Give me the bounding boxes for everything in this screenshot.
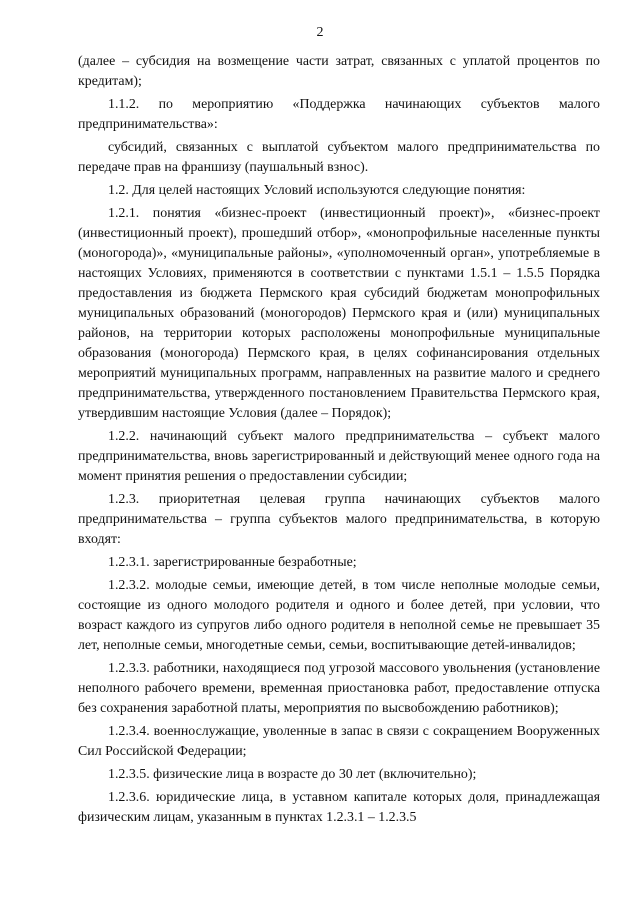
page-number: 2 [316, 25, 324, 40]
paragraph-1-2-3-1: 1.2.3.1. зарегистрированные безработные; [108, 555, 357, 570]
paragraph-1-1-2: 1.1.2. по мероприятию «Поддержка начинающих субъектов малого предпринимательства»: [78, 97, 600, 132]
paragraph-1-2-1: 1.2.1. понятия «бизнес-проект (инвестиционный проект)», «бизнес-проект (инвестиционный проект), прошедший отбор», «монопрофильные населенные пункты (моногорода)», «муниципальные районы», «уполномоченный орган», употребляемые в настоящих Условиях, применяются в соответствии с пунктами 1.5.1 – 1.5.5 Порядка предоставления из бюджета Пермского края субсидий бюджетам монопрофильных муниципальных образований (моногородов) Пермского края и (или) муниципальных районов, на территории которых расположены монопрофильные муниципальные образования (моногорода) Пермского края, в целях софинансирования отдельных мероприятий муниципальных программ, направленных на развитие малого и среднего предпринимательства, утвержденного постановлением Правительства Пермского края, утвердившим настоящие Условия (далее – Порядок); [78, 206, 600, 421]
paragraph-1-2-3-3: 1.2.3.3. работники, находящиеся под угрозой массового увольнения (установление неполного рабочего времени, временная приостановка работ, предоставление отпуска без сохранения заработной платы, мероприятия по высвобождению работников); [78, 661, 600, 716]
paragraph-franchise-subsidy: субсидий, связанных с выплатой субъектом малого предпринимательства по передаче прав на франшизу (паушальный взнос). [78, 140, 600, 175]
paragraph-1-2: 1.2. Для целей настоящих Условий используются следующие понятия: [108, 183, 526, 198]
paragraph-1-2-3-5: 1.2.3.5. физические лица в возрасте до 30 лет (включительно); [108, 767, 477, 782]
paragraph-1-2-3-6: 1.2.3.6. юридические лица, в уставном капитале которых доля, принадлежащая физическим лицам, указанным в пунктах 1.2.3.1 – 1.2.3.5 [78, 790, 600, 825]
document-body [78, 52, 600, 831]
paragraph-1-2-3-2: 1.2.3.2. молодые семьи, имеющие детей, в том числе неполные молодые семьи, состоящие из одного молодого родителя и одного и более детей, при условии, что возраст каждого из супругов либо одного родителя в неполной семье не превышает 35 лет, неполные семьи, многодетные семьи, семьи, воспитывающие детей-инвалидов; [78, 578, 600, 653]
paragraph-1-2-2: 1.2.2. начинающий субъект малого предпринимательства – субъект малого предпринимательства, вновь зарегистрированный и действующий менее одного года на момент принятия решения о предоставлении субсидии; [78, 429, 600, 484]
paragraph-1-2-3: 1.2.3. приоритетная целевая группа начинающих субъектов малого предпринимательства – группа субъектов малого предпринимательства, в которую входят: [78, 492, 600, 547]
paragraph-1-2-3-4: 1.2.3.4. военнослужащие, уволенные в запас в связи с сокращением Вооруженных Сил Российской Федерации; [78, 724, 600, 759]
paragraph-credit-subsidy: (далее – субсидия на возмещение части затрат, связанных с уплатой процентов по кредитам); [78, 54, 600, 89]
